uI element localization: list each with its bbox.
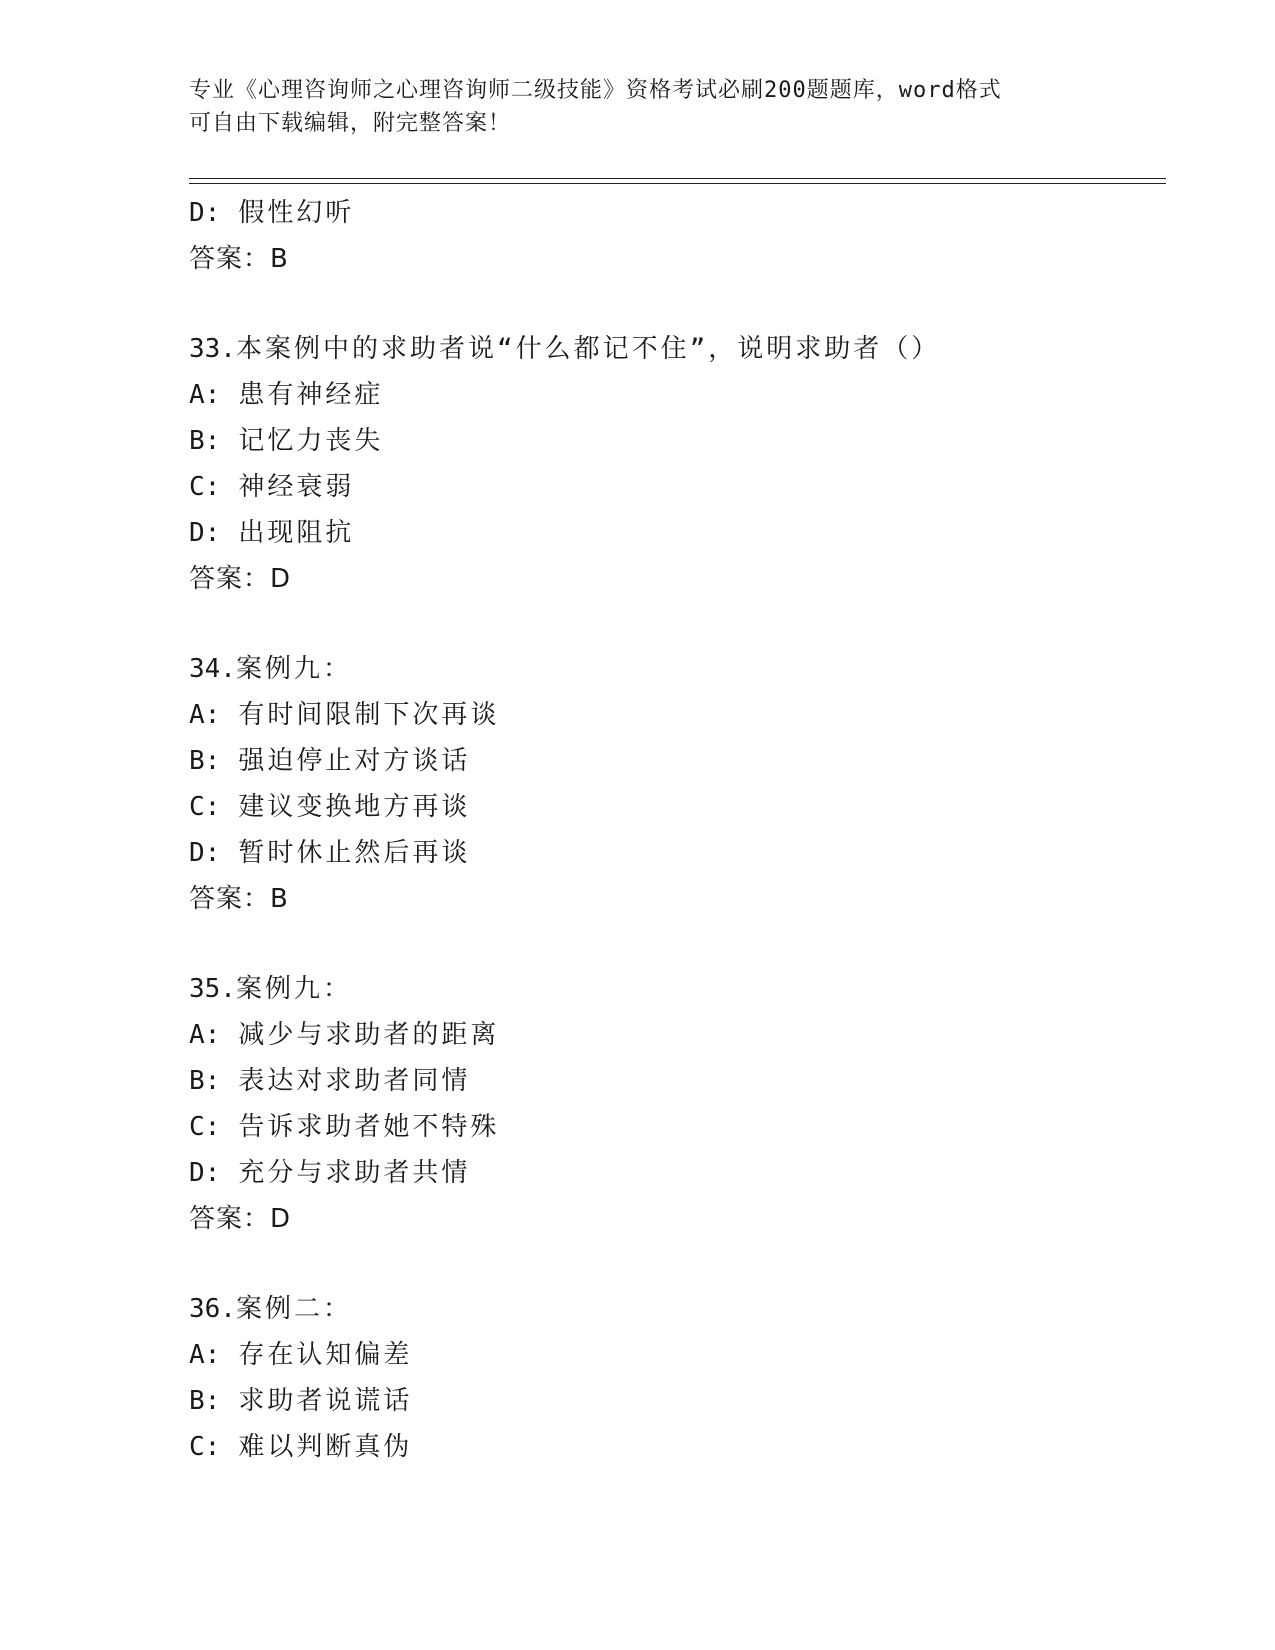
option-key: D: — [189, 1158, 221, 1188]
option-key: B: — [189, 426, 221, 456]
spacer — [189, 1242, 1169, 1286]
question-number: 33. — [189, 334, 236, 364]
option-d — [189, 830, 1169, 876]
question-text: 案例九： — [235, 974, 352, 1004]
spacer — [189, 282, 1169, 326]
option-d — [189, 510, 1169, 556]
answer-line: 答案：D — [189, 564, 292, 594]
option-text: 存在认知偏差 — [238, 1340, 413, 1370]
question-text: 案例九： — [235, 654, 352, 684]
question-list — [189, 190, 1169, 1470]
question-text: 本案例中的求助者说“什么都记不住”，说明求助者（） — [235, 334, 941, 364]
question-number: 35. — [189, 974, 236, 1004]
option-text: 建议变换地方再谈 — [238, 792, 471, 822]
question-stem — [189, 1286, 1169, 1332]
option-d — [189, 190, 1169, 236]
option-text: 患有神经症 — [238, 380, 384, 410]
header-title-line-2: 可自由下载编辑，附完整答案！ — [189, 111, 512, 136]
option-text: 求助者说谎话 — [238, 1386, 413, 1416]
option-c — [189, 1424, 1169, 1470]
option-text: 强迫停止对方谈话 — [238, 746, 471, 776]
question-number: 36. — [189, 1294, 236, 1324]
header-title-line-1: 专业《心理咨询师之心理咨询师二级技能》资格考试必刷200题题库，word格式 — [189, 78, 1002, 103]
option-text: 减少与求助者的距离 — [238, 1020, 500, 1050]
option-key: D: — [189, 518, 221, 548]
answer-line: 答案：B — [189, 244, 289, 274]
option-key: B: — [189, 1066, 221, 1096]
option-key: D: — [189, 198, 221, 228]
option-text: 难以判断真伪 — [238, 1432, 413, 1462]
option-text: 暂时休止然后再谈 — [238, 838, 471, 868]
question-stem — [189, 966, 1169, 1012]
option-key: B: — [189, 746, 221, 776]
answer-line: 答案：D — [189, 1204, 292, 1234]
option-b — [189, 738, 1169, 784]
option-text: 假性幻听 — [238, 198, 355, 228]
question-text: 案例二： — [235, 1294, 352, 1324]
option-key: B: — [189, 1386, 221, 1416]
answer-line: 答案：B — [189, 884, 289, 914]
spacer — [189, 602, 1169, 646]
option-text: 表达对求助者同情 — [238, 1066, 471, 1096]
option-key: C: — [189, 1432, 221, 1462]
question-stem — [189, 326, 1169, 372]
option-key: A: — [189, 700, 221, 730]
option-b — [189, 1378, 1169, 1424]
option-text: 神经衰弱 — [238, 472, 355, 502]
option-text: 出现阻抗 — [238, 518, 355, 548]
option-key: A: — [189, 380, 221, 410]
option-a — [189, 372, 1169, 418]
option-c — [189, 1104, 1169, 1150]
question-number: 34. — [189, 654, 236, 684]
header-divider-top — [189, 178, 1166, 179]
option-a — [189, 692, 1169, 738]
question-stem — [189, 646, 1169, 692]
option-a — [189, 1012, 1169, 1058]
option-b — [189, 418, 1169, 464]
option-key: C: — [189, 792, 221, 822]
option-key: C: — [189, 472, 221, 502]
option-text: 告诉求助者她不特殊 — [238, 1112, 500, 1142]
option-d — [189, 1150, 1169, 1196]
option-a — [189, 1332, 1169, 1378]
option-key: C: — [189, 1112, 221, 1142]
option-text: 记忆力丧失 — [238, 426, 384, 456]
option-key: A: — [189, 1020, 221, 1050]
option-c — [189, 464, 1169, 510]
option-b — [189, 1058, 1169, 1104]
spacer — [189, 922, 1169, 966]
header-divider-bottom — [189, 183, 1166, 184]
option-key: D: — [189, 838, 221, 868]
option-text: 充分与求助者共情 — [238, 1158, 471, 1188]
document-header — [189, 74, 1089, 140]
option-key: A: — [189, 1340, 221, 1370]
option-text: 有时间限制下次再谈 — [238, 700, 500, 730]
option-c — [189, 784, 1169, 830]
